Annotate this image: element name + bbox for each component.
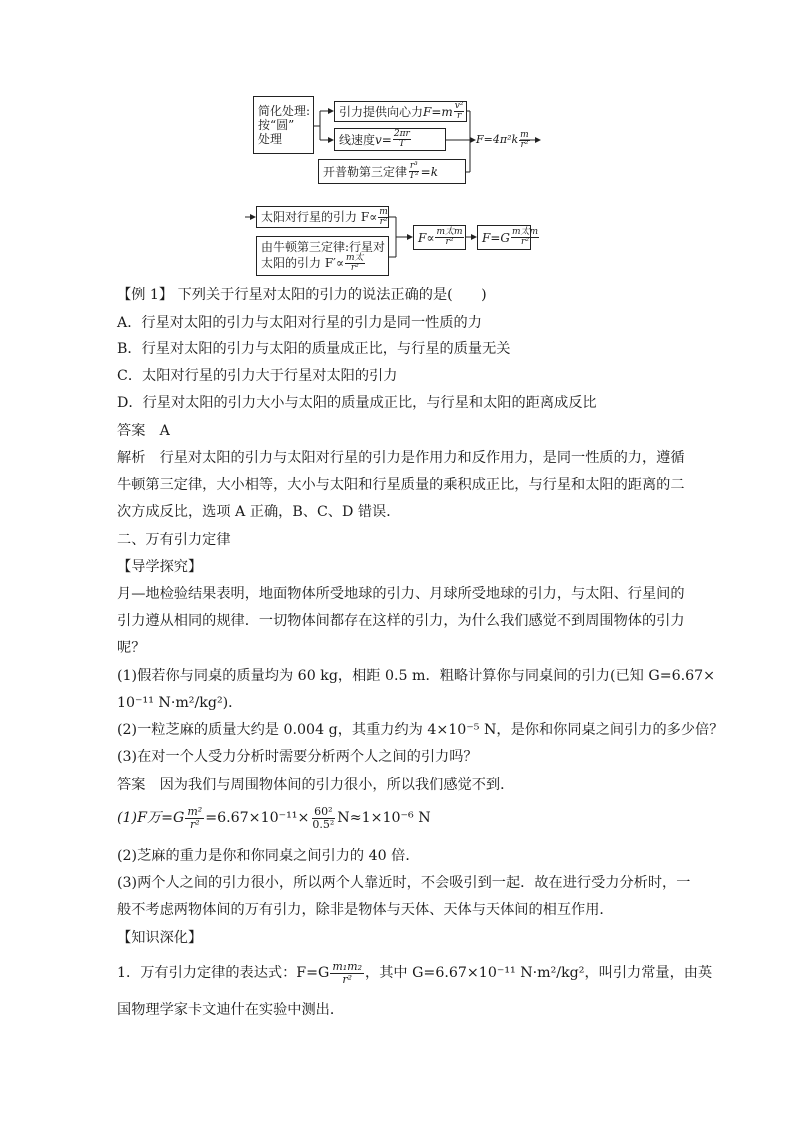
section-title: 二、万有引力定律 (117, 532, 231, 548)
simplify-line-2: 按“圆” (258, 118, 295, 132)
kepler-result: F=4π²k $\frac{m}{\text{r²}}$ (476, 129, 529, 150)
question-3: (3)在对一个人受力分析时需要分析两个人之间的引力吗？ (117, 749, 478, 765)
option-d: D．行星对太阳的引力大小与太阳的质量成正比，与行星和太阳的距离成反比 (117, 395, 597, 411)
analysis-line-1: 解析 行星对太阳的引力与太阳对行星的引力是作用力和反作用力，是同一性质的力，遵循 (117, 450, 685, 466)
answer-label: 答案 A (117, 423, 170, 439)
option-c: C．太阳对行星的引力大于行星对太阳的引力 (117, 368, 398, 384)
question-1a: (1)假若你与同桌的质量均为 60 kg，相距 0.5 m．粗略计算你与同桌间的引力(已知 G=6.67× (117, 668, 716, 684)
sun-on-planet-box: 太阳对行星的引力 F∝ $\frac{m}{\text{r²}}$ (256, 206, 389, 228)
deepen-heading: 【知识深化】 (117, 930, 203, 946)
answer-1-formula: (1)F万=G $\frac{\text{m²}}{\text{r²}}$ =6.67×10⁻¹¹× $\frac{\text{60²}}{\text{0.5²}}$ N≈1×10⁻⁶ N (117, 804, 431, 831)
analysis-line-3: 次方成反比，选项 A 正确，B、C、D 错误． (117, 504, 401, 520)
option-a: A．行星对太阳的引力与太阳对行星的引力是同一性质的力 (117, 315, 482, 331)
centripetal-fraction: $\frac{\text{v²}}{r}$ (454, 101, 464, 121)
answer-2: (2)芝麻的重力是你和你同桌之间引力的 40 倍． (117, 848, 420, 864)
analysis-line-2: 牛顿第三定律，大小相等，大小与太阳和行星质量的乘积成正比，与行星和太阳的距离的二 (117, 477, 685, 493)
guide-heading: 【导学探究】 (117, 559, 203, 575)
kepler-box: 开普勒第三定律 $\frac{\text{r³}}{\text{T²}}$ =k (318, 159, 466, 184)
question-1b: 10⁻¹¹ N·m²/kg²)． (117, 695, 243, 711)
question-2: (2)一粒芝麻的质量大约是 0.004 g，其重力约为 4×10⁻⁵ N，是你和你同桌之间引力的多少倍？ (117, 722, 724, 738)
simplify-line-3: 处理 (258, 132, 283, 146)
intro-line-2: 引力遵从相同的规律．一切物体间都存在这样的引力，为什么我们感觉不到周围物体的引力 (117, 613, 685, 629)
intro-line-3: 呢？ (117, 640, 146, 656)
newton-third-box: 由牛顿第三定律:行星对 太阳的引力 F′∝ $\frac{\text{m太}}{\text{r²}}$ (256, 236, 389, 276)
knowledge-1-formula: 1．万有引力定律的表达式：F=G m₁m₂ r² ，其中 G=6.67×10⁻¹¹ N·m²/kg²，叫引力常量，由英 (117, 959, 713, 986)
example-stem: 【例 1】 下列关于行星对太阳的引力的说法正确的是( ) (117, 287, 487, 303)
simplify-box (253, 96, 314, 154)
proportional-box: F∝ $\frac{\text{m太m}}{\text{r²}}$ (413, 225, 466, 250)
velocity-box: 线速度 v= $\frac{2\pi r}{T}$ (334, 128, 446, 151)
knowledge-1b: 国物理学家卡文迪什在实验中测出． (117, 1002, 345, 1018)
velocity-fraction: $\frac{2\pi r}{T}$ (393, 129, 410, 149)
gravitation-law-box: F=G $\frac{\text{m太m}}{\text{r²}}$ (477, 225, 531, 250)
answer-3a: (3)两个人之间的引力很小，所以两个人靠近时，不会吸引到一起．故在进行受力分析时，一 (117, 875, 691, 891)
option-b: B．行星对太阳的引力与太阳的质量成正比，与行星的质量无关 (117, 341, 511, 357)
intro-line-1: 月—地检验结果表明，地面物体所受地球的引力、月球所受地球的引力，与太阳、行星间的 (117, 586, 685, 602)
answer-3b: 般不考虑两物体间的万有引力，除非是物体与天体、天体与天体间的相互作用． (117, 902, 614, 918)
answer-intro: 答案 因为我们与周围物体间的引力很小，所以我们感觉不到． (117, 777, 515, 793)
kepler-fraction: $\frac{\text{r³}}{\text{T²}}$ (409, 161, 419, 181)
centripetal-box: 引力提供向心力 F=m $\frac{\text{v²}}{r}$ (334, 101, 467, 122)
simplify-line-1: 简化处理: (258, 104, 311, 118)
